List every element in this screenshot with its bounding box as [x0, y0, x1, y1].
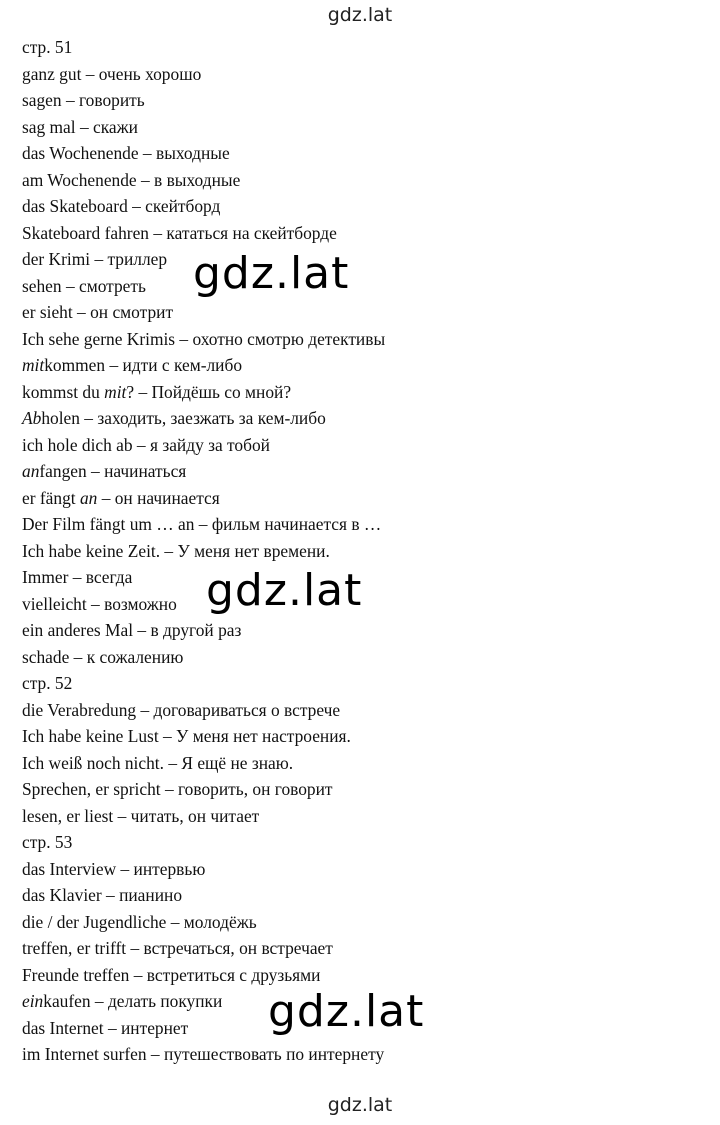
vocab-line-text: Immer – всегда: [22, 567, 133, 587]
vocab-line-text: treffen, er trifft – встречаться, он встречает: [22, 938, 333, 958]
vocab-line: [22, 935, 702, 962]
vocab-line-text: ganz gut – очень хорошо: [22, 63, 202, 84]
vocab-line-text: стр. 52: [22, 673, 73, 693]
vocab-line: [22, 538, 702, 565]
vocab-line-text: ? – Пойдёшь со мной?: [126, 381, 292, 402]
vocab-line: [22, 352, 702, 379]
vocab-line-text: стр. 51: [22, 37, 73, 57]
vocab-line: [22, 776, 702, 803]
vocab-line-text: Der Film fängt um … an – фильм начинается в …: [22, 514, 382, 534]
vocab-line-text: Ich habe keine Lust – У меня нет настроения.: [22, 726, 351, 746]
vocab-line: [22, 803, 702, 830]
vocab-line: [22, 723, 702, 750]
vocab-line: [22, 962, 702, 989]
footer-site-name: gdz.lat: [327, 1094, 393, 1116]
vocab-line: [22, 511, 702, 538]
vocab-line: [22, 909, 702, 936]
vocab-line: [22, 299, 702, 326]
vocab-line: [22, 167, 702, 194]
vocab-line-text: im Internet surfen – путешествовать по интернету: [22, 1044, 385, 1064]
vocab-line-text: ein anderes Mal – в другой раз: [22, 620, 242, 640]
vocab-line: [22, 379, 702, 406]
vocab-line-text: die / der Jugendliche – молодёжь: [22, 911, 257, 932]
header-site-name: gdz.lat: [327, 4, 393, 26]
vocab-line-italic: Ab: [22, 408, 42, 428]
vocab-line: [22, 246, 702, 273]
vocab-line-text: die Verabredung – договариваться о встрече: [22, 699, 341, 720]
vocab-line-prefix: kommst du: [22, 381, 105, 402]
vocab-line-text: стр. 53: [22, 832, 73, 852]
vocab-line-text: ich hole dich ab – я зайду за тобой: [22, 434, 270, 455]
vocab-line-text: am Wochenende – в выходные: [22, 169, 241, 190]
vocab-line-italic: an: [79, 487, 98, 508]
vocab-line-text: holen – заходить, заезжать за кем-либо: [41, 408, 326, 428]
vocab-line-text: lesen, er liest – читать, он читает: [22, 805, 260, 826]
vocab-line-prefix: er fängt: [22, 487, 80, 508]
vocab-line-text: Ich habe keine Zeit. – У меня нет времени.: [22, 540, 330, 561]
vocabulary-list: [22, 34, 702, 1068]
vocab-line-italic: ein: [22, 991, 44, 1011]
vocab-line-italic: an: [22, 461, 40, 481]
vocab-line: [22, 87, 702, 114]
vocab-line: [22, 644, 702, 671]
vocab-line-text: – он начинается: [97, 487, 220, 508]
watermark: gdz.lat: [268, 986, 425, 1037]
vocab-line-text: das Klavier – пианино: [22, 885, 183, 905]
vocab-line-italic: mit: [22, 355, 45, 375]
vocab-line: [22, 617, 702, 644]
vocab-line: [22, 220, 702, 247]
vocab-line: [22, 485, 702, 512]
vocab-line: [22, 114, 702, 141]
vocab-line: [22, 458, 702, 485]
vocab-line: [22, 882, 702, 909]
vocab-line: [22, 432, 702, 459]
vocab-line-text: Ich sehe gerne Krimis – охотно смотрю детективы: [22, 328, 386, 349]
vocab-line-text: kaufen – делать покупки: [43, 991, 223, 1011]
vocab-line-text: sagen – говорить: [22, 90, 145, 110]
vocab-line: [22, 34, 702, 61]
vocab-line-text: Freunde treffen – встретиться с друзьями: [22, 964, 321, 985]
vocab-line: [22, 326, 702, 353]
vocab-line: [22, 697, 702, 724]
vocab-line-text: kommen – идти с кем-либо: [44, 355, 243, 375]
vocab-line-text: das Wochenende – выходные: [22, 143, 230, 163]
vocab-line: [22, 750, 702, 777]
vocab-line-text: er sieht – он смотрит: [22, 302, 174, 322]
vocab-line: [22, 140, 702, 167]
vocab-line-text: Skateboard fahren – кататься на скейтборде: [22, 222, 337, 243]
vocab-line: [22, 273, 702, 300]
vocab-line-text: sehen – смотреть: [22, 275, 146, 296]
vocab-line: [22, 670, 702, 697]
vocab-line: [22, 1041, 702, 1068]
vocab-line: [22, 405, 702, 432]
vocab-line-text: Ich weiß noch nicht. – Я ещё не знаю.: [22, 752, 294, 773]
watermark: gdz.lat: [193, 248, 350, 299]
vocab-line-text: das Interview – интервью: [22, 858, 206, 879]
watermark: gdz.lat: [206, 565, 363, 616]
vocab-line-text: das Internet – интернет: [22, 1017, 189, 1038]
vocab-line-text: das Skateboard – скейтборд: [22, 196, 221, 216]
vocab-line-text: sag mal – скажи: [22, 116, 138, 137]
vocab-line-italic: mit: [104, 381, 127, 402]
vocab-line: [22, 61, 702, 88]
vocab-line-text: der Krimi – триллер: [22, 249, 168, 269]
vocab-line: [22, 856, 702, 883]
vocab-line-text: fangen – начинаться: [39, 461, 187, 481]
vocab-line-text: schade – к сожалению: [22, 646, 184, 667]
vocab-line-text: Sprechen, er spricht – говорить, он говорит: [22, 779, 333, 799]
vocab-line-text: vielleicht – возможно: [22, 593, 177, 614]
vocab-line: [22, 193, 702, 220]
vocab-line: [22, 829, 702, 856]
